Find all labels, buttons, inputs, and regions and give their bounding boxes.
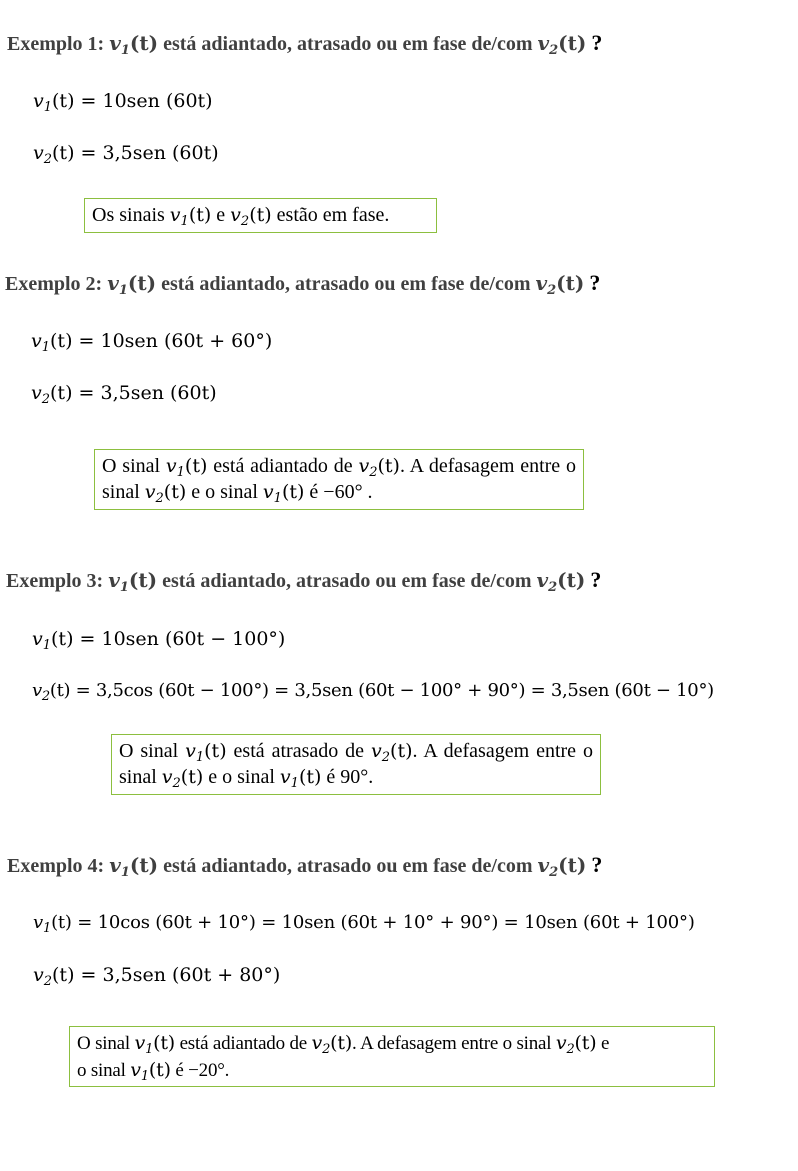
v1-symbol: $v_1$ <box>32 628 52 653</box>
example-3-heading <box>6 567 601 593</box>
example-2-v2-equation: $v_2(t) = 3,5sen$ (60t) <box>31 382 217 407</box>
v2-expression: = 3,5sen (60t) <box>80 142 219 164</box>
example-4-v2-equation: $v_2(t) = 3,5sen$ (60t + 80°) <box>33 964 281 989</box>
example-1-v1-equation: $v_1(t) = 10sen$ (60t) <box>33 90 213 115</box>
v2-symbol: $v_2(t)$ <box>536 568 586 595</box>
v2-symbol: $v_2$ <box>33 964 53 989</box>
v1-expression: = 10sen (60t − 100°) <box>79 628 286 650</box>
example-3-v2-equation: $v_2(t) = 3,5\cos$ (60t − 100°) = 3,5sen (60t − 100° + 90°) = 3,5sen (60t − 10°) <box>32 680 714 704</box>
v1-symbol: $v_1(t)$ <box>108 568 158 595</box>
v2-symbol: $v_2(t)$ <box>535 271 585 298</box>
v1-symbol: $v_1(t)$ <box>107 271 157 298</box>
example-2-heading <box>5 270 600 296</box>
question-mark: ? <box>591 30 603 55</box>
v1-expression: = 10sen (60t) <box>80 90 213 112</box>
question-mark: ? <box>589 270 601 295</box>
example-4-v1-equation: $v_1(t) = 10\cos$ (60t + 10°) = 10sen (60t + 10° + 90°) = 10sen (60t + 100°) <box>33 912 695 936</box>
question-mark: ? <box>591 852 603 877</box>
v2-expression: = 3,5cos (60t − 100°) = 3,5sen (60t − 100° + 90°) = 3,5sen (60t − 10°) <box>75 680 714 701</box>
question-mark: ? <box>590 567 602 592</box>
v2-symbol: $v_2(t)$ <box>537 853 587 880</box>
v1-symbol: $v_1$ <box>33 912 52 936</box>
example-1-heading <box>7 30 602 56</box>
example-title: Exemplo 2: <box>5 273 103 295</box>
v1-expression: = 10cos (60t + 10°) = 10sen (60t + 10° + 90°) = 10sen (60t + 100°) <box>77 912 695 933</box>
v2-symbol: $v_2$ <box>31 382 51 407</box>
v2-symbol: $v_2(t)$ <box>537 31 587 58</box>
question-text: está adiantado, atrasado ou em fase de/com <box>157 570 537 592</box>
v1-symbol: $v_1(t)$ <box>109 31 159 58</box>
example-1-answer-box: Os sinais $v_1(t)$ e $v_2(t)$ estão em fase. <box>84 198 437 233</box>
v2-expression: = 3,5sen (60t + 80°) <box>80 964 281 986</box>
question-text: está adiantado, atrasado ou em fase de/com <box>158 855 538 877</box>
v1-symbol: $v_1$ <box>31 330 51 355</box>
example-4-heading <box>7 852 602 878</box>
v1-symbol: $v_1$ <box>33 90 53 115</box>
v1-symbol: $v_1(t)$ <box>109 853 159 880</box>
example-4-answer-box: O sinal $v_1(t)$ está adiantado de $v_2(t)$. A defasagem entre o sinal $v_2(t)$ e o sinal $v_1(t)$ é −20°. <box>69 1026 715 1087</box>
question-text: está adiantado, atrasado ou em fase de/com <box>158 33 538 55</box>
example-3-answer-box: O sinal $v_1(t)$ está atrasado de $v_2(t)$. A defasagem entre o sinal $v_2(t)$ e o sinal $v_1(t)$ é 90°. <box>111 734 601 795</box>
example-1-v2-equation: $v_2(t) = 3,5sen$ (60t) <box>33 142 219 167</box>
example-title: Exemplo 4: <box>7 855 105 877</box>
v2-expression: = 3,5sen (60t) <box>78 382 217 404</box>
example-title: Exemplo 1: <box>7 33 105 55</box>
v2-symbol: $v_2$ <box>32 680 50 704</box>
example-2-v1-equation: $v_1(t) = 10sen$ (60t + 60°) <box>31 330 273 355</box>
question-text: está adiantado, atrasado ou em fase de/com <box>156 273 536 295</box>
example-2-answer-box: O sinal $v_1(t)$ está adiantado de $v_2(t)$. A defasagem entre o sinal $v_2(t)$ e o sinal $v_1(t)$ é −60° . <box>94 449 584 510</box>
example-title: Exemplo 3: <box>6 570 104 592</box>
v2-symbol: $v_2$ <box>33 142 53 167</box>
example-3-v1-equation: $v_1(t) = 10sen$ (60t − 100°) <box>32 628 286 653</box>
v1-expression: = 10sen (60t + 60°) <box>78 330 273 352</box>
